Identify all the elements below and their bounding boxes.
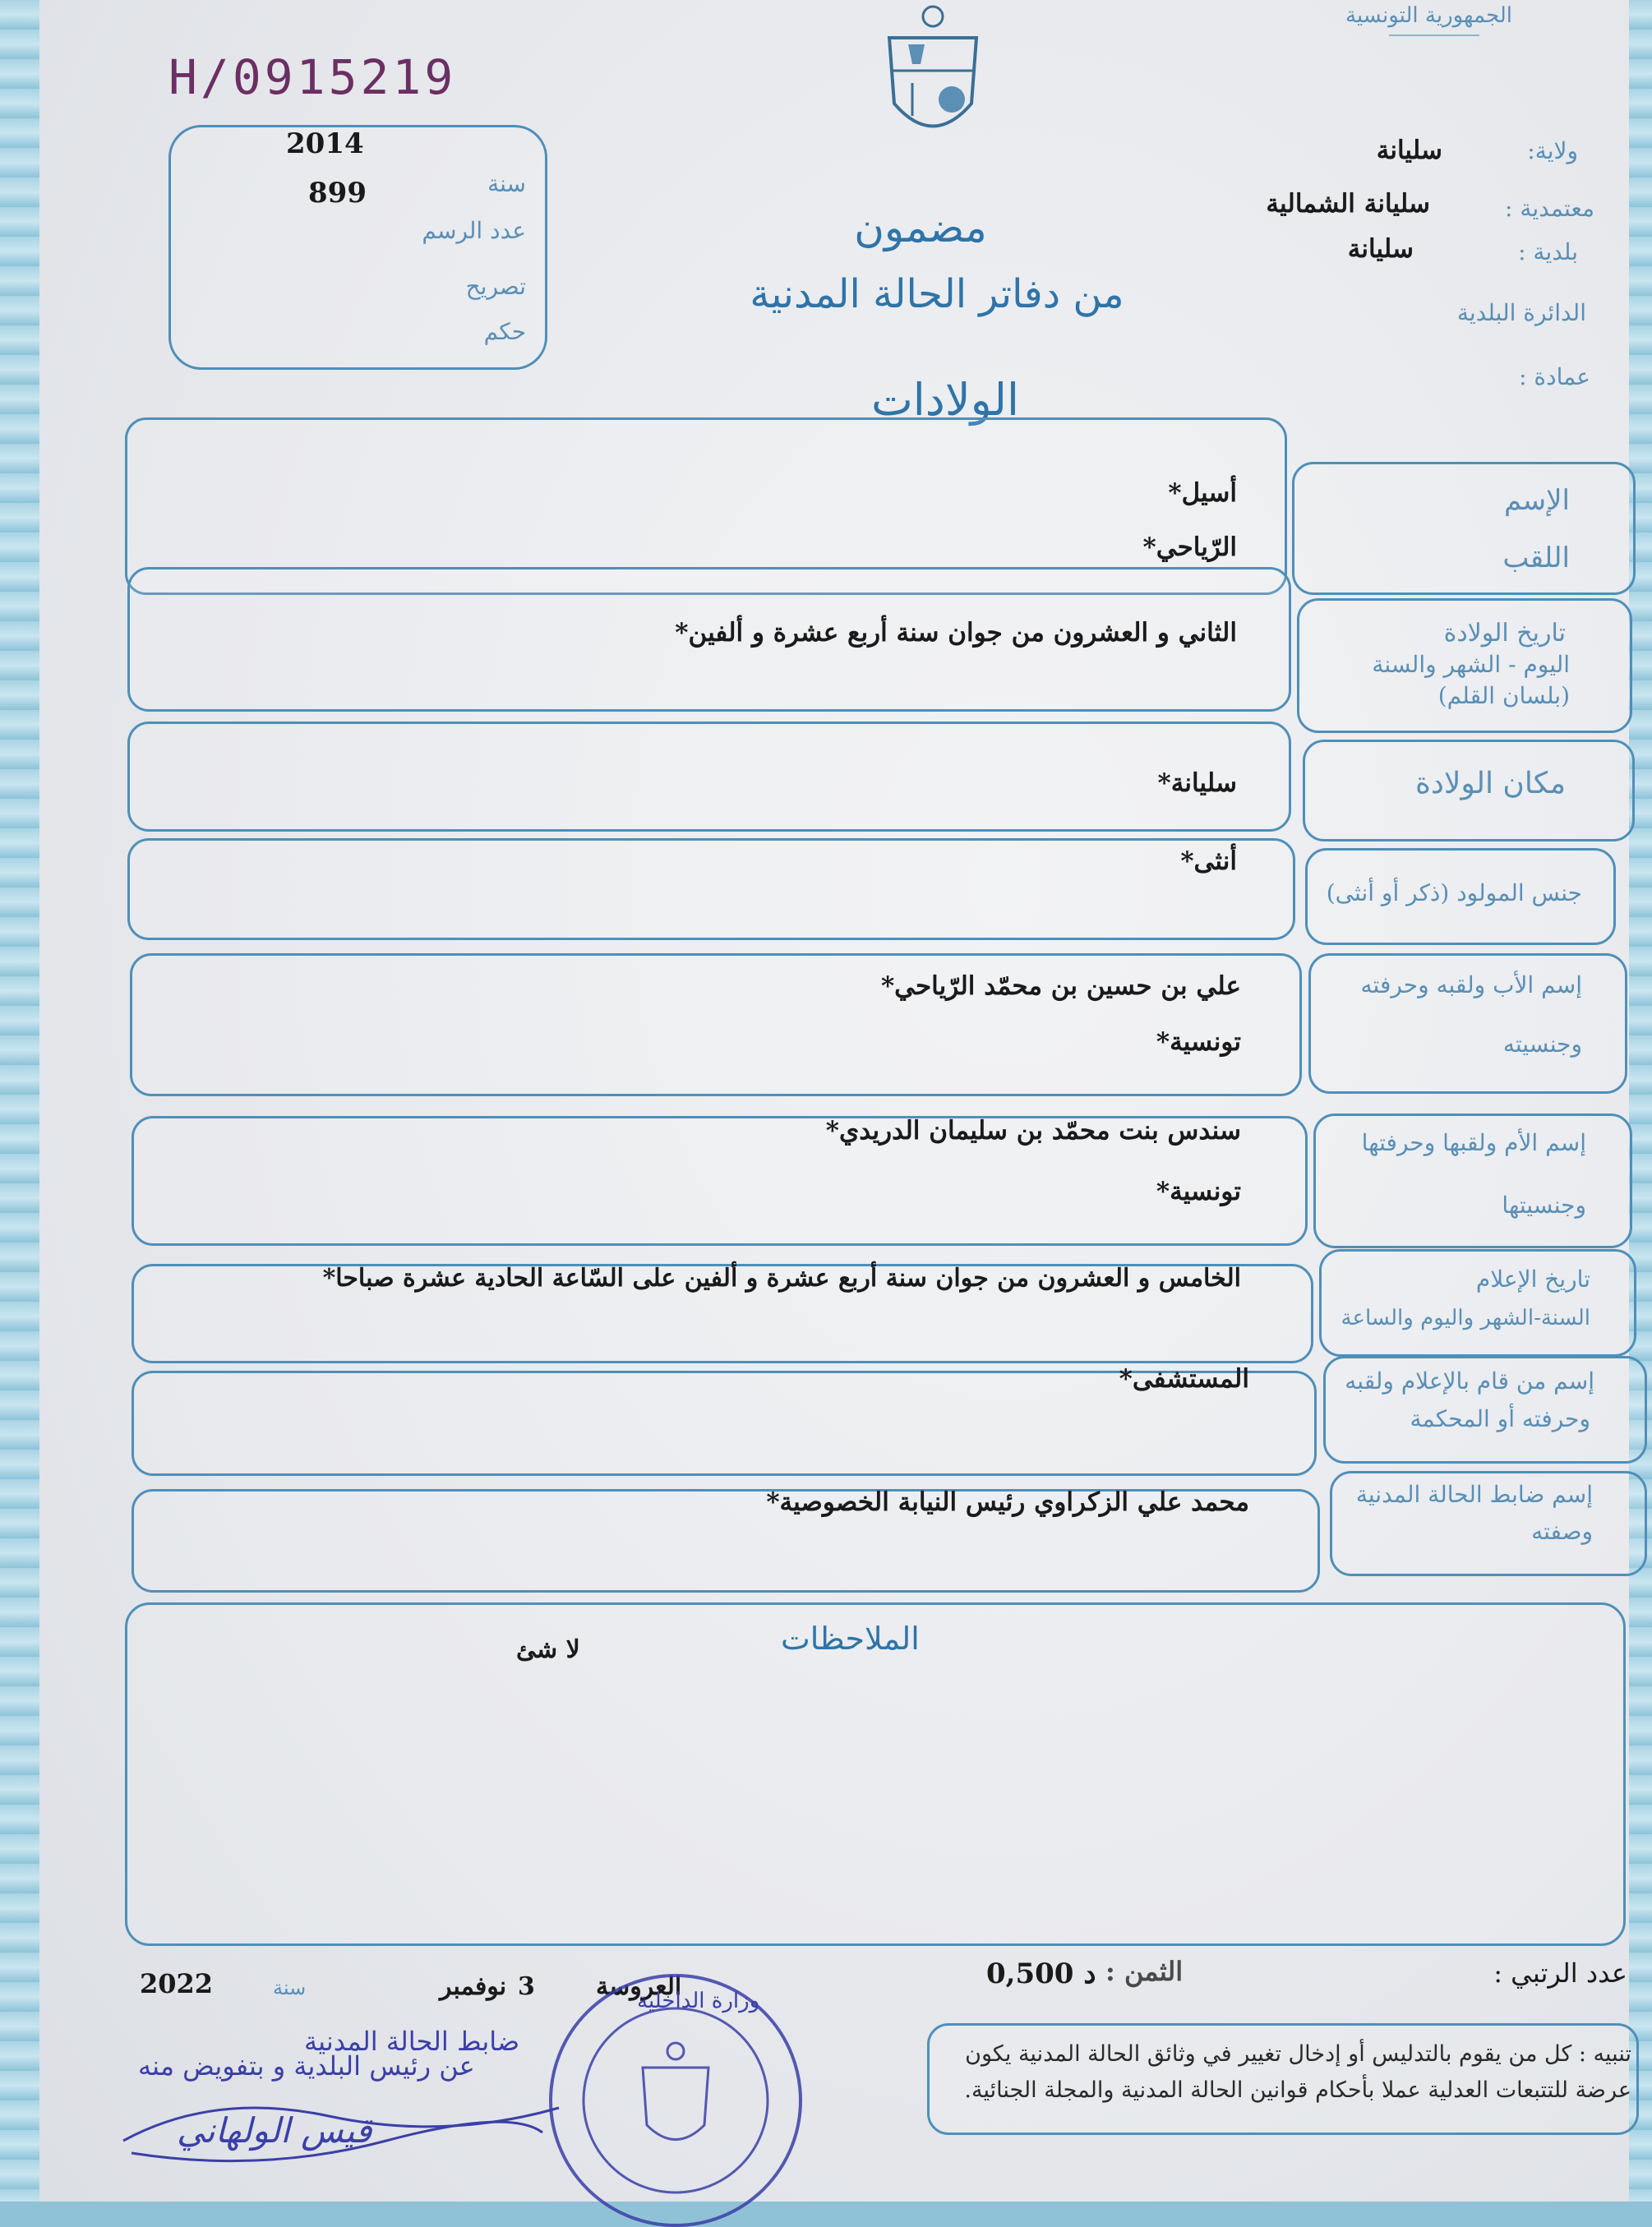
record-year-value: 2014 <box>286 127 364 160</box>
record-number-label: عدد الرسم <box>422 217 526 244</box>
serial-number: H/0915219 <box>168 49 457 105</box>
wilaya-value: سليانة <box>1376 136 1442 165</box>
mootamadia-value: سليانة الشمالية <box>1266 189 1430 219</box>
sex-value-box <box>127 838 1295 940</box>
father-sublabel: وجنسيته <box>1502 1031 1582 1058</box>
serial-label: عدد الرتبي : <box>1493 1957 1627 1989</box>
officer-label: إسم ضابط الحالة المدنية <box>1355 1481 1593 1508</box>
price-label: الثمن : <box>1105 1956 1184 1987</box>
birth-date-value: الثاني و العشرون من جوان سنة أربع عشرة و ألفين* <box>675 618 1237 648</box>
birth-place-value-box <box>127 722 1291 832</box>
birth-date-note: (بلسان القلم) <box>1437 682 1570 709</box>
section-title: الولادات <box>870 374 1020 426</box>
officer-delegation: عن رئيس البلدية و بتفويض منه <box>138 2050 475 2082</box>
officer-title: ضابط الحالة المدنية <box>304 2026 520 2057</box>
baladia-value: سليانة <box>1347 234 1414 264</box>
birth-date-sublabel: اليوم - الشهر والسنة <box>1372 651 1570 678</box>
mother-label: إسم الأم ولقبها وحرفتها <box>1361 1129 1586 1156</box>
declarant-sublabel: وحرفته أو المحكمة <box>1410 1405 1590 1432</box>
baladia-label: بلدية : <box>1518 238 1578 265</box>
title-line1: مضمون <box>854 204 987 251</box>
declaration-label: تصريح <box>465 273 526 300</box>
name-label-box <box>1292 462 1636 595</box>
signature-year-value: 2022 <box>140 1968 214 1999</box>
father-nationality-value: تونسية* <box>1156 1027 1241 1057</box>
signature-day: 3 <box>518 1972 535 2001</box>
stamp-text: وزارة الداخلية <box>637 1989 760 2013</box>
declaration-date-label: تاريخ الإعلام <box>1475 1266 1590 1293</box>
birth-place-value: سليانة* <box>1157 768 1237 798</box>
signature-month: نوفمبر <box>440 1972 507 2001</box>
officer-value: محمد علي الزكراوي رئيس النيابة الخصوصية* <box>766 1487 1249 1517</box>
mootamadia-label: معتمدية : <box>1505 195 1594 222</box>
officer-sublabel: وصفته <box>1531 1518 1593 1545</box>
judgment-label: حكم <box>483 318 526 345</box>
surname-label: اللقب <box>1502 542 1570 574</box>
sex-label: جنس المولود (ذكر أو أنثى) <box>1326 879 1582 906</box>
price-value: 0,500 د <box>986 1957 1096 1990</box>
declaration-date-sublabel: السنة-الشهر واليوم والساعة <box>1341 1306 1590 1330</box>
record-number-value: 899 <box>308 177 367 210</box>
father-value: علي بن حسين بن محمّد الرّياحي* <box>880 971 1241 1001</box>
right-decorative-border <box>1629 0 1652 2202</box>
declaration-date-value: الخامس و العشرون من جوان سنة أربع عشرة و ألفين على السّاعة الحادية عشرة صباحا* <box>322 1264 1241 1293</box>
mother-value: سندس بنت محمّد بن سليمان الدريدي* <box>825 1116 1241 1146</box>
title-line2: من دفاتر الحالة المدنية <box>750 271 1124 317</box>
signature-year-label: سنة <box>273 1976 307 1999</box>
signature-name: قيس الولهاني <box>177 2110 372 2151</box>
remarks-value: لا شئ <box>516 1635 580 1664</box>
declarant-label: إسم من قام بالإعلام ولقبه <box>1345 1367 1594 1395</box>
mother-sublabel: وجنسيتها <box>1502 1192 1586 1219</box>
coat-of-arms-icon <box>879 5 986 153</box>
notice-text: تنبيه : كل من يقوم بالتدليس أو إدخال تغيير في وثائق الحالة المدنية يكون عرضة للتتبعات العدلية عملا بأحكام قوانين الحالة المدنية والمجلة الجنائية. <box>964 2041 1631 2103</box>
name-label: الإسم <box>1504 484 1570 517</box>
surname-value: الرّياحي* <box>1142 533 1237 562</box>
record-year-label: سنة <box>487 170 526 197</box>
signature-scribble <box>115 2083 575 2174</box>
republic-label: الجمهورية التونسية <box>1345 3 1512 28</box>
remarks-label: الملاحظات <box>781 1621 920 1657</box>
birth-place-label: مكان الولادة <box>1414 767 1566 800</box>
birth-date-label: تاريخ الولادة <box>1443 619 1566 648</box>
name-value: أسيل* <box>1168 478 1237 508</box>
republic-underline <box>1389 35 1479 36</box>
mother-nationality-value: تونسية* <box>1156 1177 1241 1206</box>
sex-value: أنثى* <box>1180 846 1237 876</box>
omada-label: عمادة : <box>1519 363 1590 390</box>
signature-place: العروسة <box>596 1972 682 2001</box>
father-label: إسم الأب ولقبه وحرفته <box>1360 971 1582 998</box>
wilaya-label: ولاية: <box>1527 137 1578 164</box>
daira-label: الدائرة البلدية <box>1456 299 1586 326</box>
declarant-value: المستشفى* <box>1119 1364 1249 1394</box>
